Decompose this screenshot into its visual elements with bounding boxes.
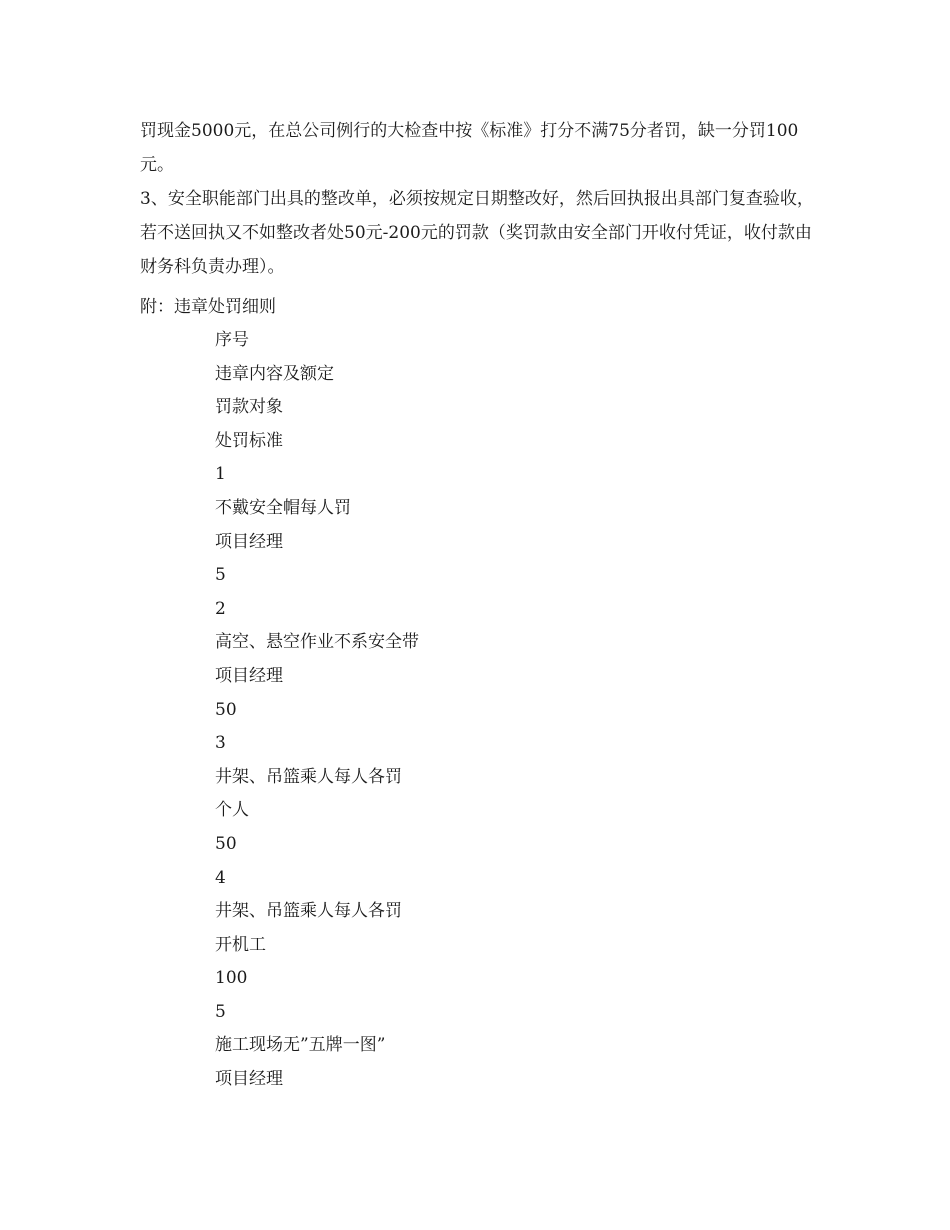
table-cell: 4 [215,867,226,888]
table-cell: 100 [215,968,248,989]
table-cell: 2 [215,598,226,619]
table-cell: 50 [215,699,237,720]
table-cell: 违章内容及额定 [215,363,334,384]
table-cell: 项目经理 [215,1069,283,1090]
table-cell: 开机工 [215,934,266,955]
table-cell: 罚款对象 [215,397,283,418]
table-cell: 5 [215,565,226,586]
table-cell: 序号 [215,330,249,350]
table-cell: 5 [215,1001,226,1022]
table-cell: 高空、悬空作业不系安全带 [215,632,419,653]
annex-title: 附：违章处罚细则 [140,297,276,317]
table-cell: 不戴安全帽每人罚 [215,497,351,518]
table-cell: 项目经理 [215,665,283,686]
paragraph-penalty-cash: 罚现金5000元，在总公司例行的大检查中按《标准》打分不满75分者罚，缺一分罚100元。 [140,121,799,175]
table-cell: 1 [215,464,226,485]
table-cell: 井架、吊篮乘人每人各罚 [215,766,402,787]
paragraph-rectification-notice: 3、安全职能部门出具的整改单，必须按规定日期整改好，然后回执报出具部门复查验收，若不送回执又不如整改者处50元-200元的罚款（奖罚款由安全部门开收付凭证，收付款由财务科负责办理）。 [140,189,814,277]
violation-penalty-table [215,324,419,1097]
table-cell: 施工现场无”五牌一图” [215,1035,386,1056]
table-cell: 处罚标准 [215,430,283,451]
table-cell: 50 [215,833,237,854]
table-cell: 3 [215,733,226,754]
table-cell: 项目经理 [215,531,283,552]
table-cell: 个人 [215,800,249,821]
table-cell: 井架、吊篮乘人每人各罚 [215,901,402,922]
